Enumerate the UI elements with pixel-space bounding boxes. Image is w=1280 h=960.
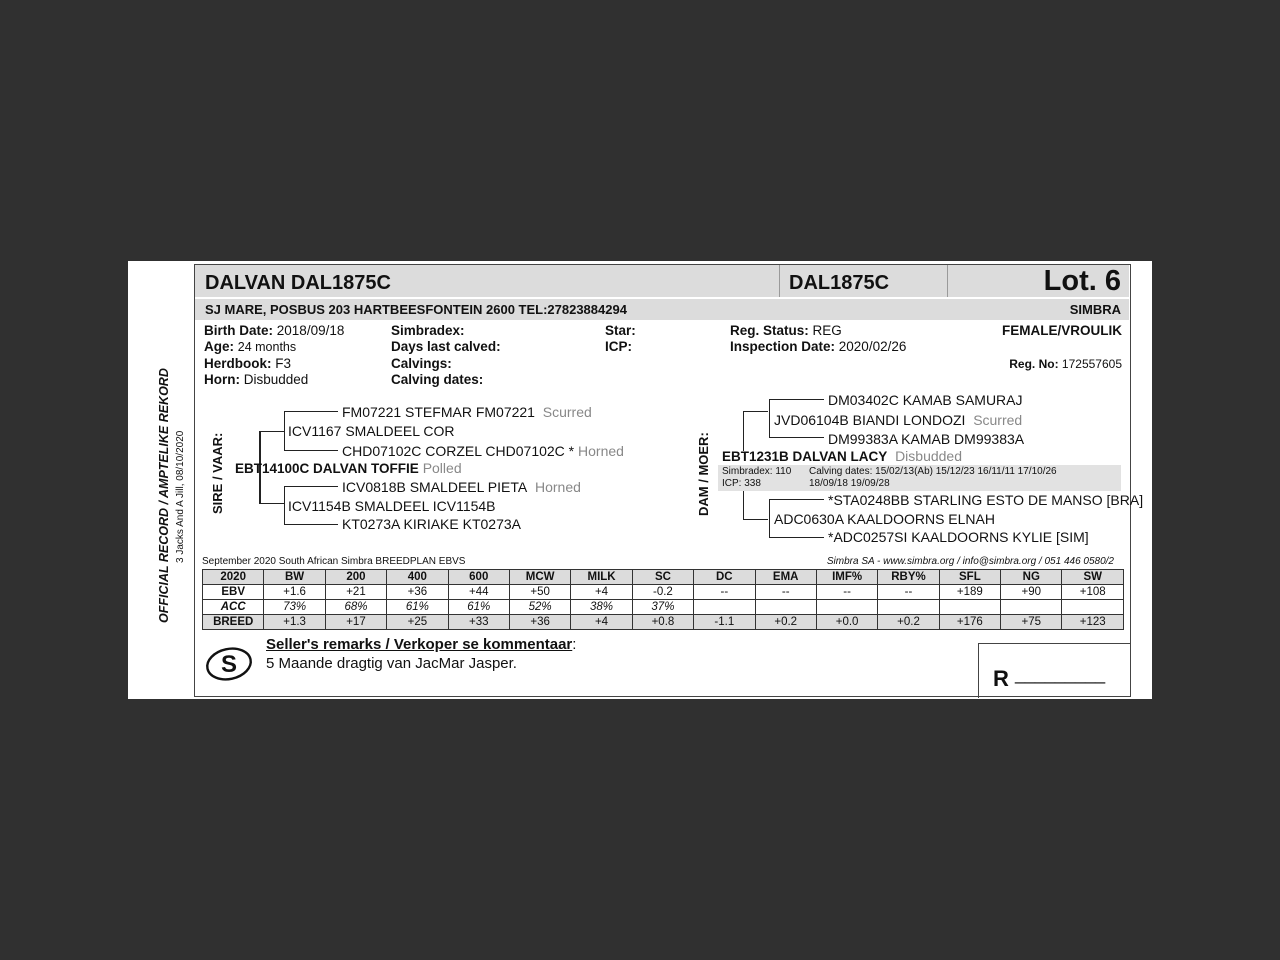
calvings-label: Calvings: bbox=[391, 356, 452, 371]
table-cell: -1.1 bbox=[694, 615, 755, 630]
table-cell bbox=[878, 600, 939, 615]
simbra-logo-icon bbox=[204, 643, 254, 683]
dam-dam: ADC0630A KAALDOORNS ELNAH bbox=[774, 511, 995, 527]
table-cell: +0.2 bbox=[878, 615, 939, 630]
pedigree-line bbox=[284, 486, 285, 524]
table-cell: +0.2 bbox=[755, 615, 816, 630]
remarks-heading: Seller's remarks / Verkoper se kommentaar: bbox=[266, 636, 577, 653]
table-cell: 68% bbox=[325, 600, 386, 615]
table-cell: +44 bbox=[448, 585, 509, 600]
table-header: DC bbox=[694, 570, 755, 585]
table-header: SC bbox=[632, 570, 693, 585]
pedigree-line bbox=[259, 503, 285, 504]
inspection-date: Inspection Date: 2020/02/26 bbox=[730, 339, 907, 354]
header-divider bbox=[779, 265, 780, 297]
table-cell bbox=[755, 600, 816, 615]
table-cell: 37% bbox=[632, 600, 693, 615]
dam-calving-dates: Calving dates: 15/02/13(Ab) 15/12/23 16/11/11 17/10/26 bbox=[809, 466, 1057, 477]
table-header: MILK bbox=[571, 570, 632, 585]
simbradex-label: Simbradex: bbox=[391, 323, 465, 338]
card-header bbox=[195, 265, 1129, 297]
table-row bbox=[203, 615, 1124, 630]
lot-card bbox=[128, 261, 1152, 699]
header-divider bbox=[947, 265, 948, 297]
table-cell: +123 bbox=[1062, 615, 1124, 630]
table-cell: EBV bbox=[203, 585, 264, 600]
reg-status: Reg. Status: REG bbox=[730, 323, 842, 338]
pedigree-line bbox=[769, 499, 824, 500]
table-cell: +36 bbox=[387, 585, 448, 600]
official-record-label: OFFICIAL RECORD / AMPTELIKE REKORD bbox=[157, 368, 171, 623]
pedigree-line bbox=[743, 491, 744, 519]
catalogue-stamp: 3 Jacks And A Jill, 08/10/2020 bbox=[175, 430, 186, 563]
sire-name: EBT14100C DALVAN TOFFIE Polled bbox=[235, 460, 462, 476]
dam-sire: ICV0818B SMALDEEL PIETA Horned bbox=[342, 479, 581, 495]
calving-dates-label: Calving dates: bbox=[391, 372, 484, 387]
star-label: Star: bbox=[605, 323, 636, 338]
table-row bbox=[203, 600, 1124, 615]
pedigree-line bbox=[769, 499, 770, 537]
logo-letter: S bbox=[220, 651, 238, 678]
table-cell: +4 bbox=[571, 615, 632, 630]
table-cell: +33 bbox=[448, 615, 509, 630]
table-header: 400 bbox=[387, 570, 448, 585]
table-cell: +1.3 bbox=[264, 615, 325, 630]
pedigree-line bbox=[769, 399, 770, 437]
price-box bbox=[978, 643, 1131, 698]
table-cell: 38% bbox=[571, 600, 632, 615]
days-last-calved-label: Days last calved: bbox=[391, 339, 501, 354]
pedigree-line bbox=[284, 486, 338, 487]
pedigree-line bbox=[769, 537, 824, 538]
animal-name: DALVAN DAL1875C bbox=[205, 272, 391, 294]
table-cell: +176 bbox=[939, 615, 1000, 630]
simbra-contact: Simbra SA - www.simbra.org / info@simbra.org / 051 446 0580/2 bbox=[826, 556, 1114, 567]
sire-label: SIRE / VAAR: bbox=[210, 432, 225, 514]
dam-sire-sire: DM03402C KAMAB SAMURAJ bbox=[828, 392, 1023, 408]
table-cell: 61% bbox=[448, 600, 509, 615]
table-header: EMA bbox=[755, 570, 816, 585]
table-cell bbox=[694, 600, 755, 615]
table-cell bbox=[1001, 600, 1062, 615]
table-header: SFL bbox=[939, 570, 1000, 585]
breeder-strip bbox=[195, 299, 1129, 320]
birth-date: Birth Date: 2018/09/18 bbox=[204, 323, 345, 338]
table-header: BW bbox=[264, 570, 325, 585]
herdbook: Herdbook: F3 bbox=[204, 356, 292, 371]
pedigree-line bbox=[284, 411, 285, 450]
dam-icp: ICP: 338 bbox=[722, 478, 761, 489]
dam-dam-dam: *ADC0257SI KAALDOORNS KYLIE [SIM] bbox=[828, 529, 1089, 545]
pedigree-line bbox=[743, 411, 744, 451]
table-cell: +36 bbox=[509, 615, 570, 630]
sex: FEMALE/VROULIK bbox=[1002, 323, 1122, 338]
table-cell: +17 bbox=[325, 615, 386, 630]
sire-sire: FM07221 STEFMAR FM07221 Scurred bbox=[342, 404, 592, 420]
ebv-caption: September 2020 South African Simbra BREEDPLAN EBVS bbox=[202, 556, 466, 567]
table-cell: +21 bbox=[325, 585, 386, 600]
table-header: NG bbox=[1001, 570, 1062, 585]
table-cell bbox=[816, 600, 877, 615]
age: Age: 24 months bbox=[204, 339, 297, 354]
table-cell: +0.0 bbox=[816, 615, 877, 630]
table-cell: -0.2 bbox=[632, 585, 693, 600]
table-cell: -- bbox=[694, 585, 755, 600]
table-cell: 52% bbox=[509, 600, 570, 615]
animal-code: DAL1875C bbox=[789, 272, 890, 294]
dam-calving-dates-cont: 18/09/18 19/09/28 bbox=[809, 478, 890, 489]
table-cell: -- bbox=[755, 585, 816, 600]
pedigree-line bbox=[284, 524, 338, 525]
pedigree-line bbox=[769, 399, 824, 400]
ebv-header-row bbox=[203, 570, 1124, 585]
table-cell: 61% bbox=[387, 600, 448, 615]
table-header: RBY% bbox=[878, 570, 939, 585]
table-header: MCW bbox=[509, 570, 570, 585]
table-cell: +25 bbox=[387, 615, 448, 630]
pedigree-line bbox=[284, 411, 338, 412]
table-cell: ACC bbox=[203, 600, 264, 615]
table-header: 2020 bbox=[203, 570, 264, 585]
table-cell: BREED bbox=[203, 615, 264, 630]
table-header: IMF% bbox=[816, 570, 877, 585]
sire-dam: CHD07102C CORZEL CHD07102C * Horned bbox=[342, 443, 624, 459]
pedigree-line bbox=[743, 411, 768, 412]
dam-sire-dam: DM99383A KAMAB DM99383A bbox=[828, 431, 1025, 447]
table-header: 200 bbox=[325, 570, 386, 585]
table-cell: 73% bbox=[264, 600, 325, 615]
table-header: SW bbox=[1062, 570, 1124, 585]
table-cell: -- bbox=[878, 585, 939, 600]
table-cell: +1.6 bbox=[264, 585, 325, 600]
lot-number: Lot. 6 bbox=[1043, 265, 1121, 297]
reg-number: Reg. No: 172557605 bbox=[1009, 357, 1122, 371]
dam-label: DAM / MOER: bbox=[696, 432, 711, 516]
table-header: 600 bbox=[448, 570, 509, 585]
sire-dam-parent: ICV1154B SMALDEEL ICV1154B bbox=[288, 498, 496, 514]
dam-dam-sire: *STA0248BB STARLING ESTO DE MANSO [BRA] bbox=[828, 492, 1144, 508]
sire-sire-parent: ICV1167 SMALDEEL COR bbox=[288, 423, 455, 439]
pedigree-line bbox=[259, 431, 285, 432]
dam-sire: JVD06104B BIANDI LONDOZI Scurred bbox=[774, 412, 1023, 428]
horn-status: Horn: Disbudded bbox=[204, 372, 309, 387]
price-line: _________ bbox=[1015, 664, 1106, 684]
pedigree-line bbox=[284, 450, 338, 451]
table-cell bbox=[939, 600, 1000, 615]
pedigree-line bbox=[743, 519, 768, 520]
table-cell: +108 bbox=[1062, 585, 1124, 600]
table-cell: +75 bbox=[1001, 615, 1062, 630]
breeder-details: SJ MARE, POSBUS 203 HARTBEESFONTEIN 2600 TEL:27823884294 bbox=[205, 302, 627, 317]
table-cell bbox=[1062, 600, 1124, 615]
breed-name: SIMBRA bbox=[1069, 302, 1121, 317]
table-cell: +50 bbox=[509, 585, 570, 600]
icp-label: ICP: bbox=[605, 339, 632, 354]
remarks-text: 5 Maande dragtig van JacMar Jasper. bbox=[266, 655, 517, 672]
table-cell: +189 bbox=[939, 585, 1000, 600]
table-cell: +90 bbox=[1001, 585, 1062, 600]
ebv-table bbox=[202, 569, 1124, 630]
dam-simbradex: Simbradex: 110 bbox=[722, 466, 792, 477]
pedigree-line bbox=[769, 437, 824, 438]
table-cell: -- bbox=[816, 585, 877, 600]
dam-name: EBT1231B DALVAN LACY Disbudded bbox=[722, 448, 962, 464]
table-cell: +4 bbox=[571, 585, 632, 600]
dam-dam: KT0273A KIRIAKE KT0273A bbox=[342, 516, 521, 532]
price-currency: R bbox=[993, 666, 1009, 691]
table-cell: +0.8 bbox=[632, 615, 693, 630]
table-row bbox=[203, 585, 1124, 600]
